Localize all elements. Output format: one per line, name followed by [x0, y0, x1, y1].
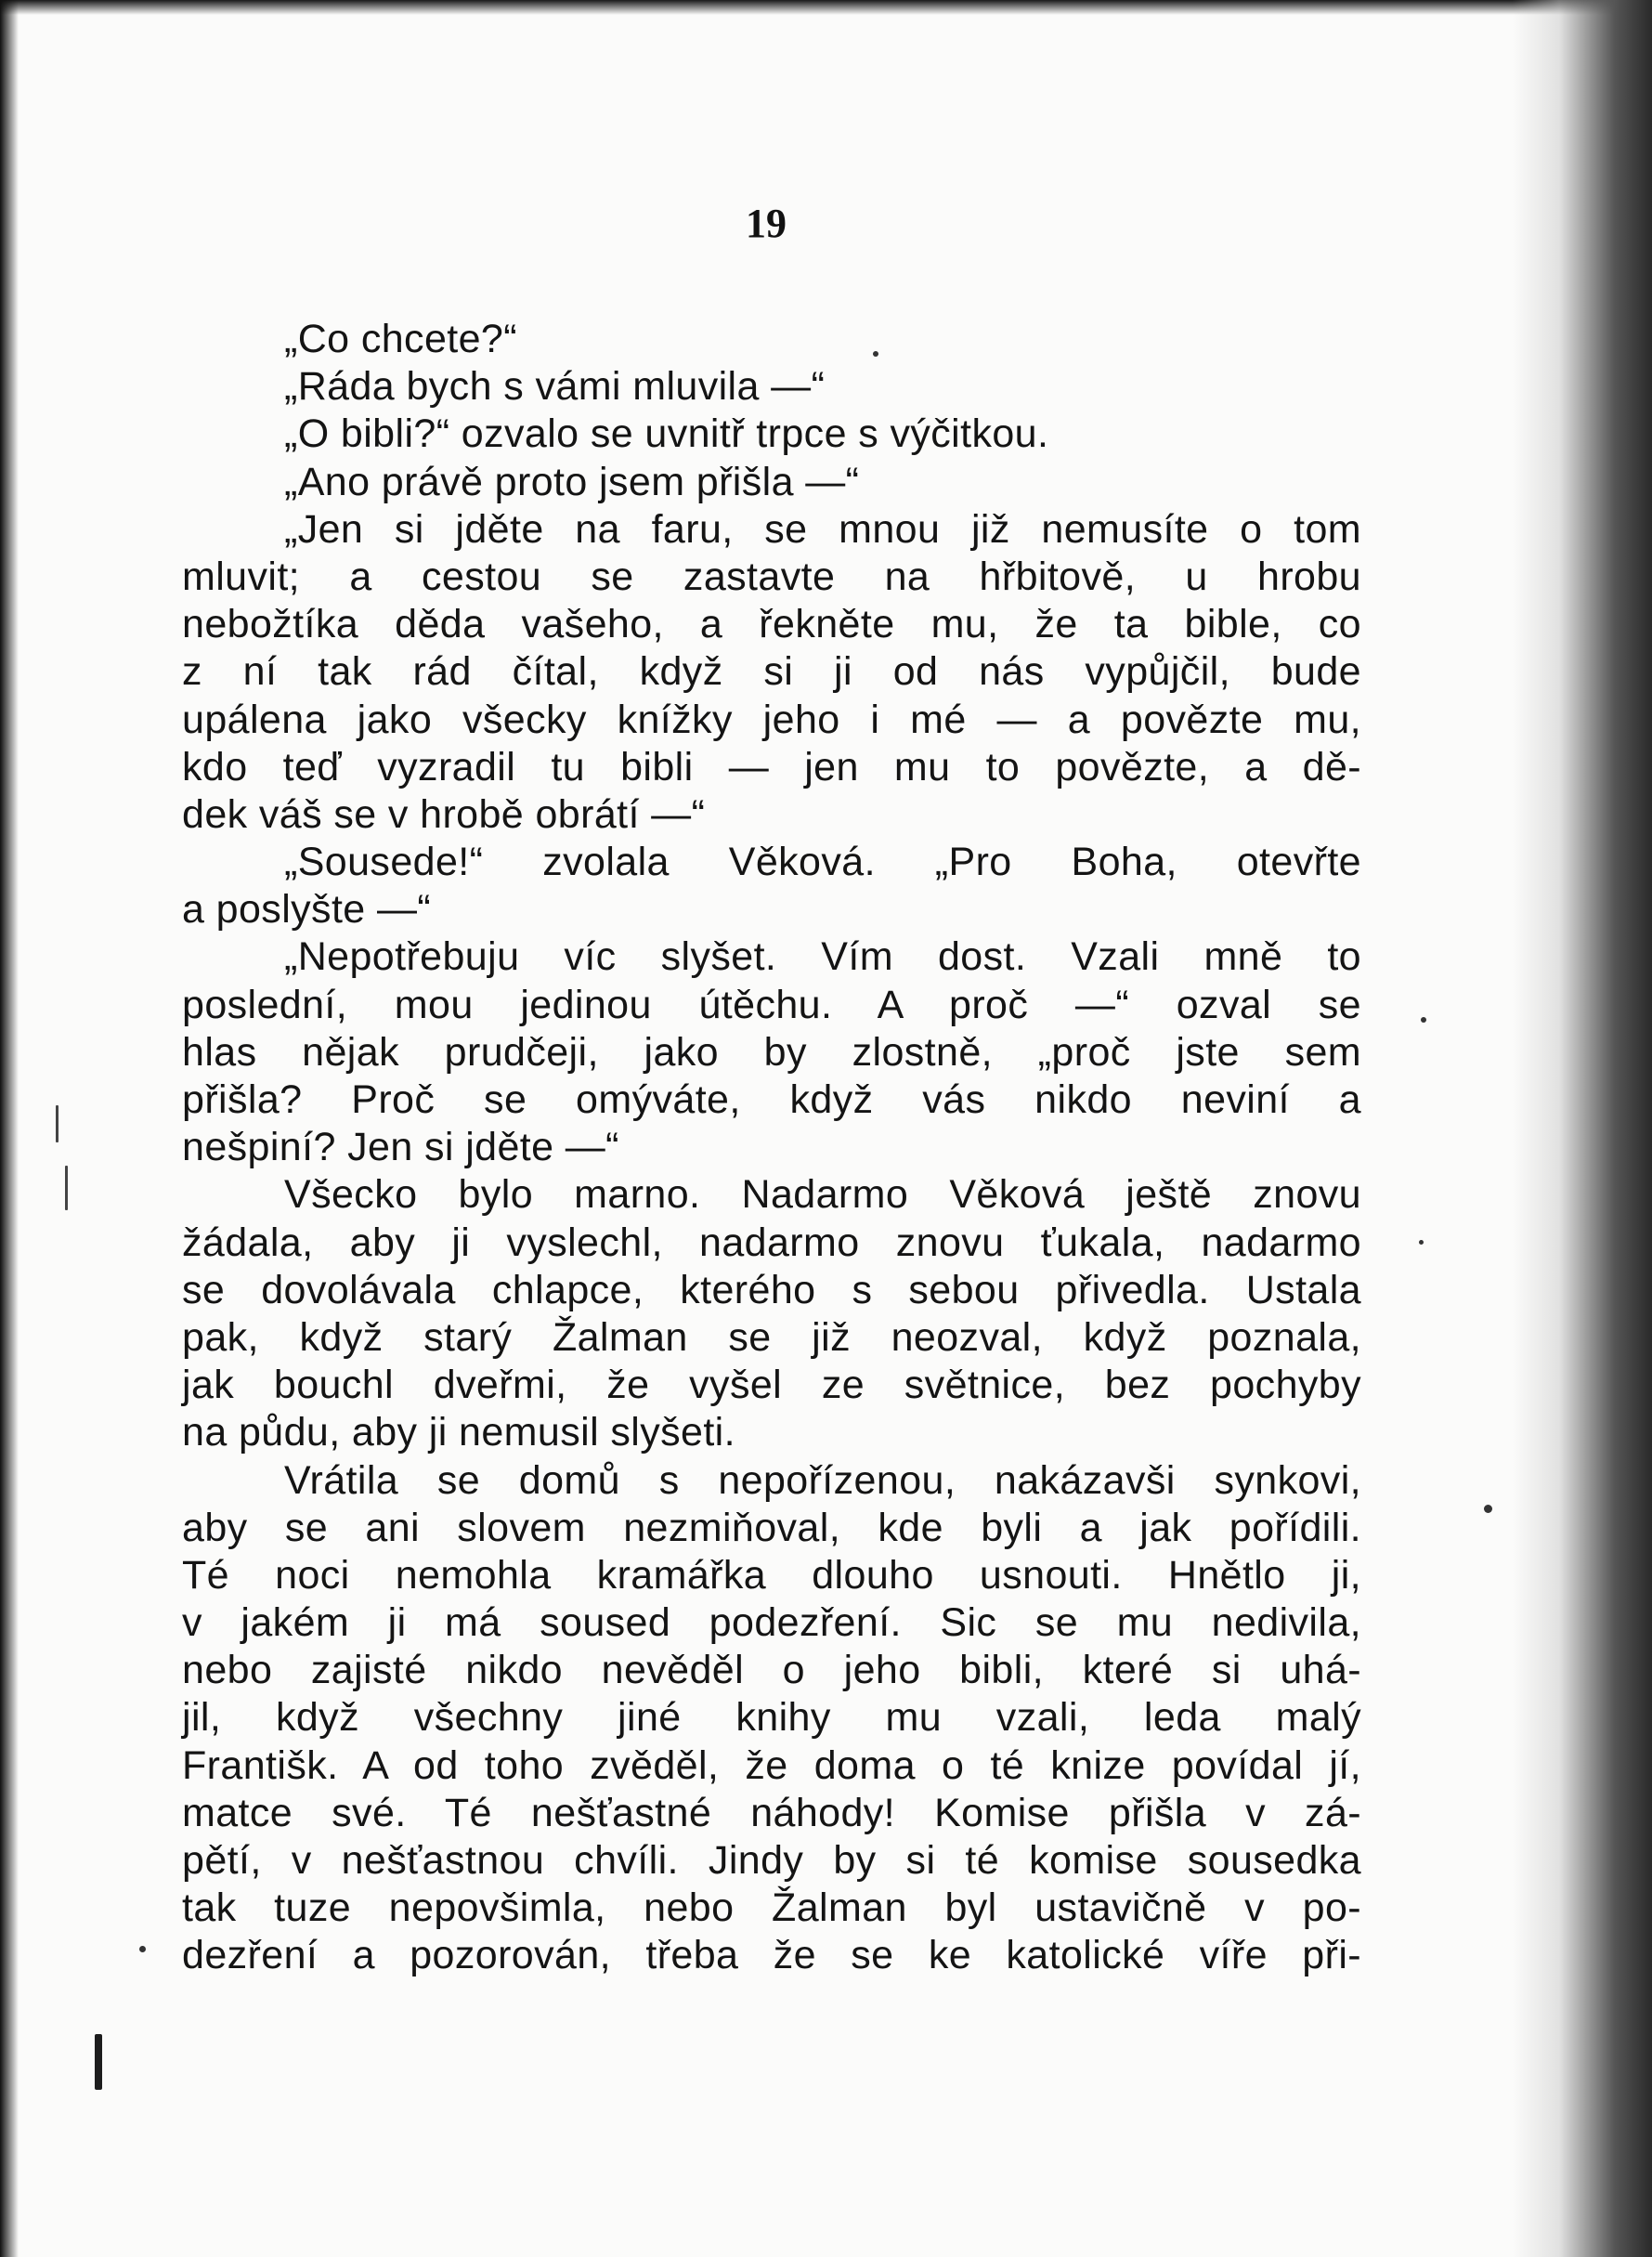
text-line: žádala, aby ji vyslechl, nadarmo znovu ťukala, nadarmo [182, 1220, 1361, 1265]
text-line: „Ráda bych s vámi mluvila —“ [284, 364, 826, 410]
text-line: hlas nějak prudčeji, jako by zlostně, „proč jste sem [182, 1029, 1361, 1075]
text-line: tak tuze nepovšimla, nebo Žalman byl ustavičně v po- [182, 1885, 1361, 1931]
text-line: Vrátila se domů s nepořízenou, nakázavši synkovi, [284, 1457, 1361, 1503]
text-line: „Sousede!“ zvolala Věková. „Pro Boha, otevřte [284, 840, 1361, 885]
text-line: „Ano právě proto jsem přišla —“ [284, 459, 860, 504]
scan-edge-top [0, 0, 1652, 15]
text-line: upálena jako všecky knížky jeho i mé — a povězte mu, [182, 697, 1361, 742]
page-number: 19 [746, 201, 787, 246]
text-line: poslední, mou jedinou útěchu. A proč —“ ozval se [182, 982, 1361, 1027]
text-line: Té noci nemohla kramářka dlouho usnouti. Hnětlo ji, [182, 1552, 1361, 1598]
text-line: pětí, v nešťastnou chvíli. Jindy by si té komise sousedka [182, 1838, 1361, 1883]
text-line: dezření a pozorován, třeba že se ke katolické víře při- [182, 1933, 1361, 1978]
text-line: „Co chcete?“ [284, 317, 517, 361]
scan-edge-right [1513, 0, 1652, 2257]
text-line: nebo zajisté nikdo nevěděl o jeho bibli, které si uhá- [182, 1648, 1361, 1693]
text-line: „Jen si jděte na faru, se mnou již nemusíte o tom [284, 506, 1361, 552]
text-line: „O bibli?“ ozvalo se uvnitř trpce s výčitkou. [284, 411, 1049, 457]
text-line: na půdu, aby ji nemusil slyšeti. [182, 1410, 735, 1455]
body-text [182, 316, 1361, 1980]
text-line: se dovolávala chlapce, kterého s sebou přivedla. Ustala [182, 1267, 1361, 1312]
scan-edge-left [0, 0, 19, 2257]
text-line: jak bouchl dveřmi, že vyšel ze světnice, bez pochyby [182, 1363, 1361, 1408]
text-line: přišla? Proč se omýváte, když vás nikdo neviní a [182, 1077, 1361, 1122]
text-line: z ní tak rád čítal, když si ji od nás vypůjčil, bude [182, 649, 1361, 695]
text-line: dek váš se v hrobě obrátí —“ [182, 791, 706, 837]
text-line: Františk. A od toho zvěděl, že doma o té knize povídal jí, [182, 1742, 1361, 1788]
text-line: Všecko bylo marno. Nadarmo Věková ještě znovu [284, 1172, 1361, 1218]
text-line: aby se ani slovem nezmiňoval, kde byli a jak pořídili. [182, 1505, 1361, 1550]
text-line: matce své. Té nešťastné náhody! Komise přišla v zá- [182, 1790, 1361, 1835]
text-line: „Nepotřebuju víc slyšet. Vím dost. Vzali mně to [284, 934, 1361, 980]
text-line: v jakém ji má soused podezření. Sic se mu nedivila, [182, 1600, 1361, 1646]
text-line: kdo teď vyzradil tu bibli — jen mu to povězte, a dě- [182, 744, 1361, 789]
text-line: a poslyšte —“ [182, 887, 432, 933]
text-line: nešpiní? Jen si jděte —“ [182, 1125, 619, 1170]
text-line: mluvit; a cestou se zastavte na hřbitově, u hrobu [182, 554, 1361, 599]
text-line: jil, když všechny jiné knihy mu vzali, leda malý [182, 1695, 1361, 1741]
text-line: nebožtíka děda vašeho, a řekněte mu, že ta bible, co [182, 602, 1361, 647]
text-line: pak, když starý Žalman se již neozval, když poznala, [182, 1314, 1361, 1360]
